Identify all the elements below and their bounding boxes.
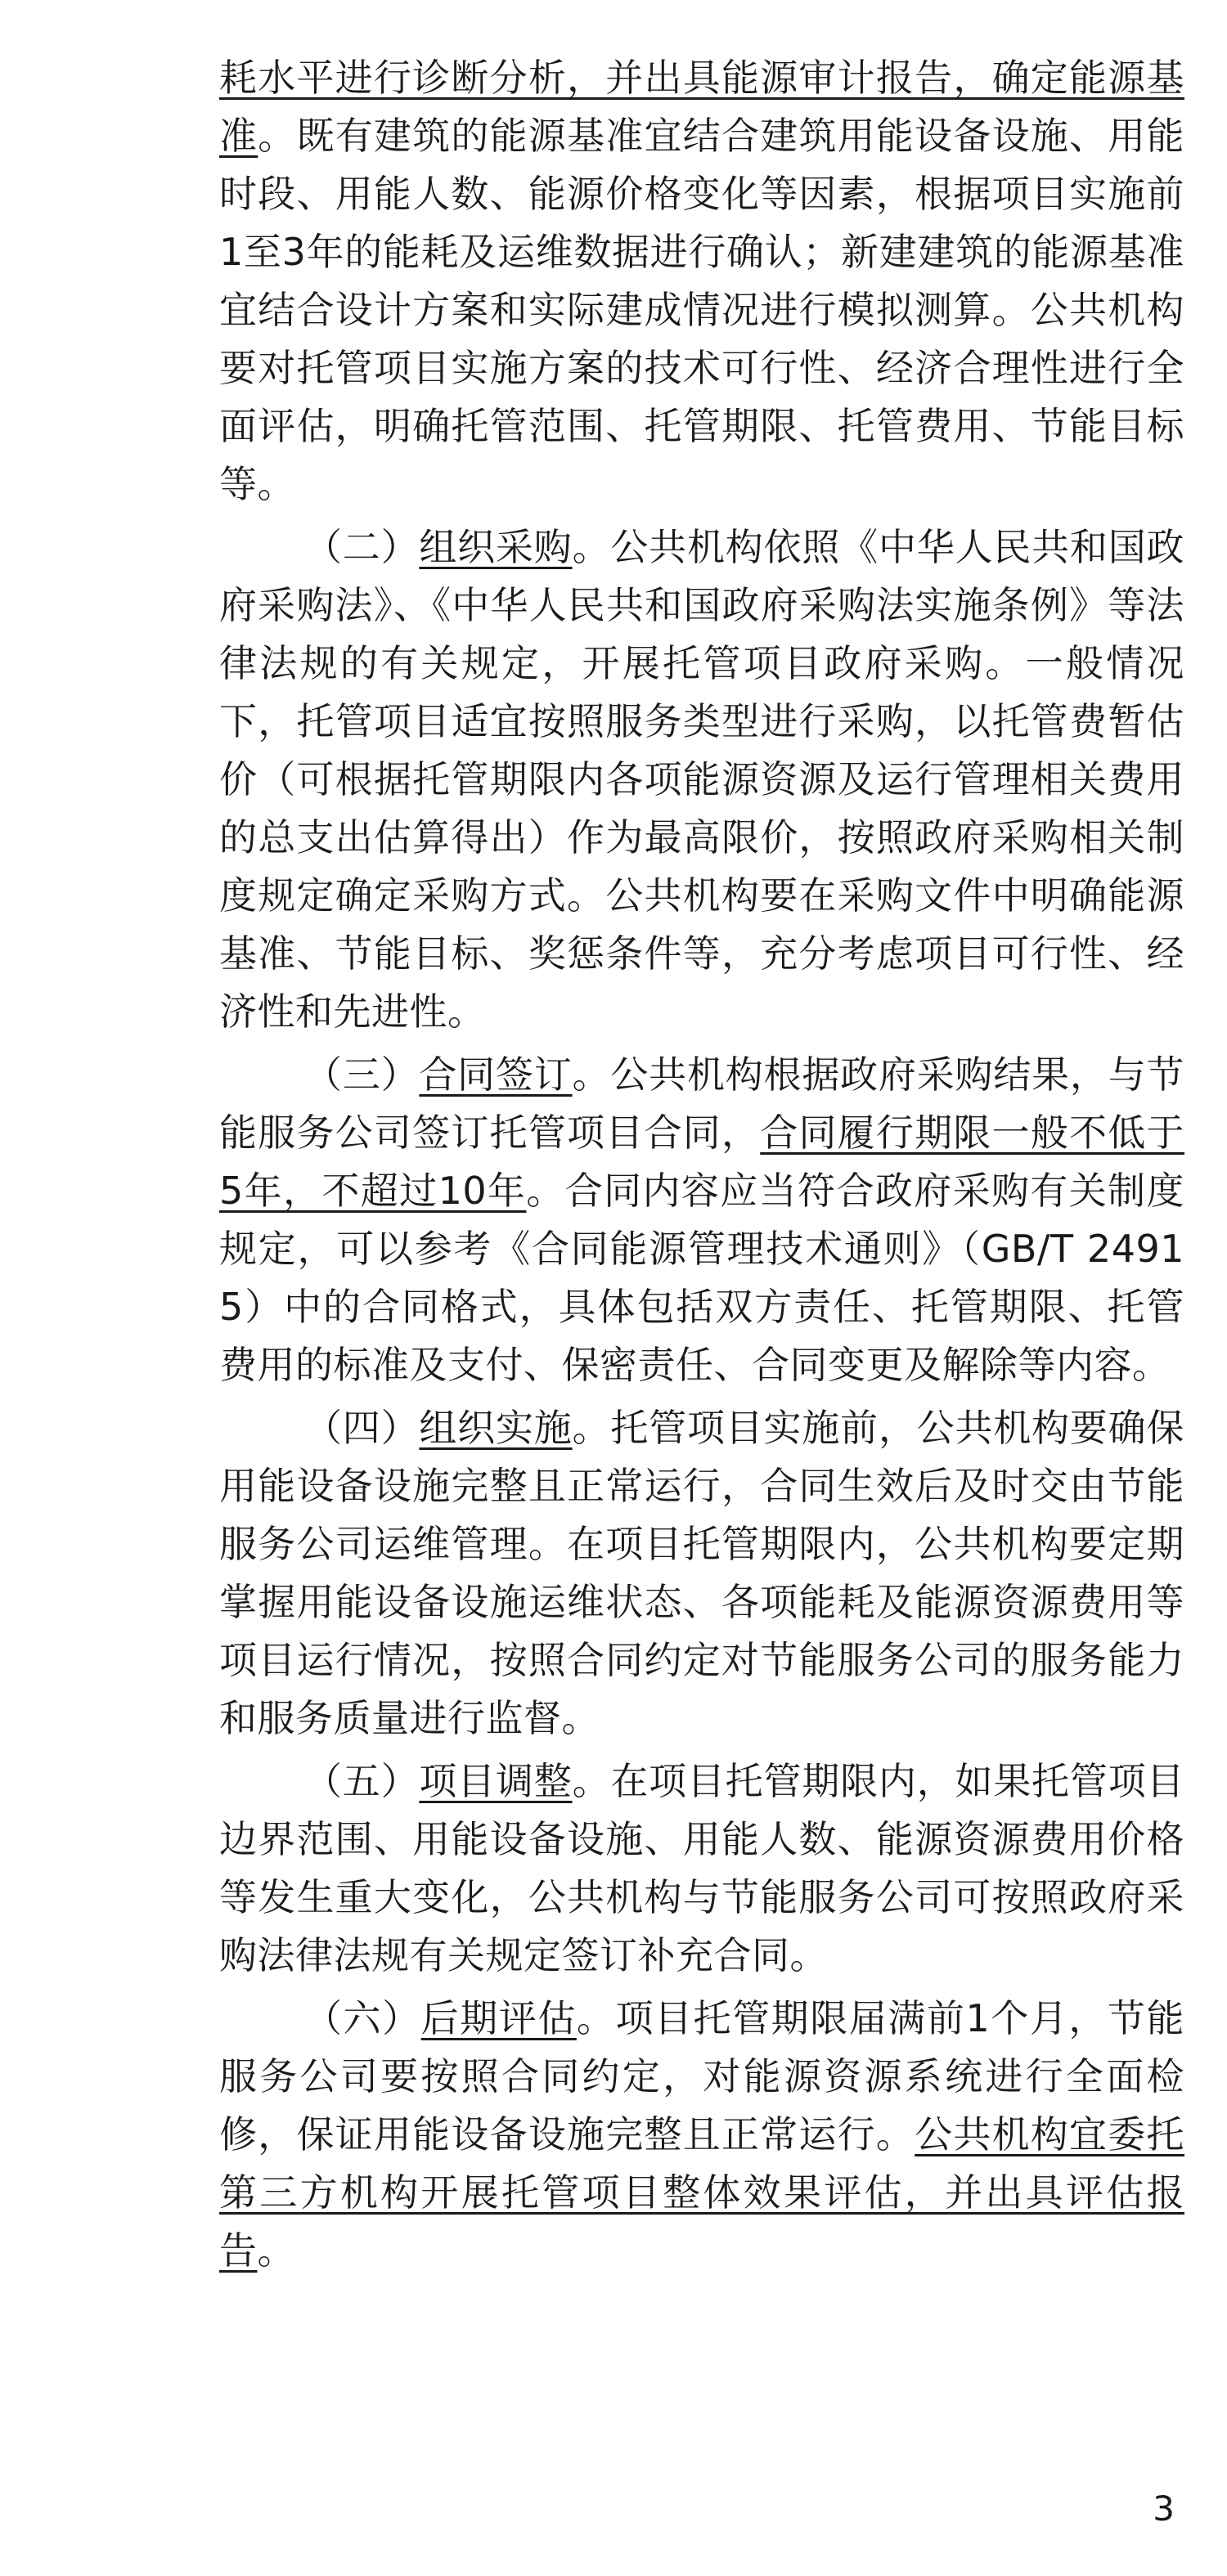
- section-number: （五）: [304, 1759, 420, 1803]
- body-text: 。公共机构依照《中华人民共和国政府采购法》、《中华人民共和国政府采购法实施条例》等法律法规的有关规定，开展托管项目政府采购。一般情况下，托管项目适宜按照服务类型进行采购，以托管费暂估价（可根据托管期限内各项能源资源及运行管理相关费用的总支出估算得出）作为最高限价，按照政府采购相关制度规定确定采购方式。公共机构要在采购文件中明确能源基准、节能目标、奖惩条件等，充分考虑项目可行性、经济性和先进性。: [219, 525, 1185, 1034]
- section-number: （四）: [304, 1406, 420, 1450]
- paragraph-post-evaluation: [219, 1990, 1184, 2280]
- section-heading: 组织采购: [419, 525, 573, 569]
- body-text: 。: [257, 2228, 295, 2273]
- underlined-text: 公共机构宜委托第三方机构开展托管项目整体效果评估，并出具评估报告: [219, 2112, 1185, 2273]
- underlined-text: 合同履行期限一般不低于5年，不超过10年: [219, 1111, 1185, 1213]
- paragraph-project-adjustment: [219, 1752, 1184, 1985]
- section-heading: 组织实施: [419, 1406, 573, 1450]
- section-heading: 合同签订: [419, 1052, 573, 1097]
- paragraph-energy-baseline: [219, 49, 1184, 514]
- paragraph-contract-signing: [219, 1046, 1184, 1394]
- document-body: [219, 49, 1184, 2285]
- underlined-text: 耗水平进行诊断分析，并出具能源审计报告，确定能源基准: [219, 56, 1184, 158]
- body-text: 。在项目托管期限内，如果托管项目边界范围、用能设备设施、用能人数、能源资源费用价格等发生重大变化，公共机构与节能服务公司可按照政府采购法律法规有关规定签订补充合同。: [219, 1759, 1185, 1977]
- body-text: 。项目托管期限届满前1个月，节能服务公司要按照合同约定，对能源资源系统进行全面检修，保证用能设备设施完整且正常运行。: [219, 1996, 1185, 2156]
- section-number: （二）: [304, 525, 420, 569]
- paragraph-implementation: [219, 1399, 1184, 1748]
- body-text: 。托管项目实施前，公共机构要确保用能设备设施完整且正常运行，合同生效后及时交由节能服务公司运维管理。在项目托管期限内，公共机构要定期掌握用能设备设施运维状态、各项能耗及能源资源费用等项目运行情况，按照合同约定对节能服务公司的服务能力和服务质量进行监督。: [219, 1406, 1185, 1740]
- paragraph-organize-procurement: [219, 518, 1184, 1041]
- body-text: 。合同内容应当符合政府采购有关制度规定，可以参考《合同能源管理技术通则》（GB/T 24915）中的合同格式，具体包括双方责任、托管期限、托管费用的标准及支付、保密责任、合同变更及解除等内容。: [219, 1169, 1184, 1387]
- section-number: （六）: [304, 1996, 421, 2040]
- section-heading: 后期评估: [420, 1996, 577, 2040]
- page-number: 3: [1153, 2488, 1175, 2529]
- section-heading: 项目调整: [419, 1759, 573, 1803]
- body-text: 。既有建筑的能源基准宜结合建筑用能设备设施、用能时段、用能人数、能源价格变化等因素，根据项目实施前1至3年的能耗及运维数据进行确认；新建建筑的能源基准宜结合设计方案和实际建成情况进行模拟测算。公共机构要对托管项目实施方案的技术可行性、经济合理性进行全面评估，明确托管范围、托管期限、托管费用、节能目标等。: [219, 114, 1185, 506]
- body-text: 。公共机构根据政府采购结果，与节能服务公司签订托管项目合同，: [219, 1052, 1185, 1155]
- section-number: （三）: [304, 1052, 420, 1097]
